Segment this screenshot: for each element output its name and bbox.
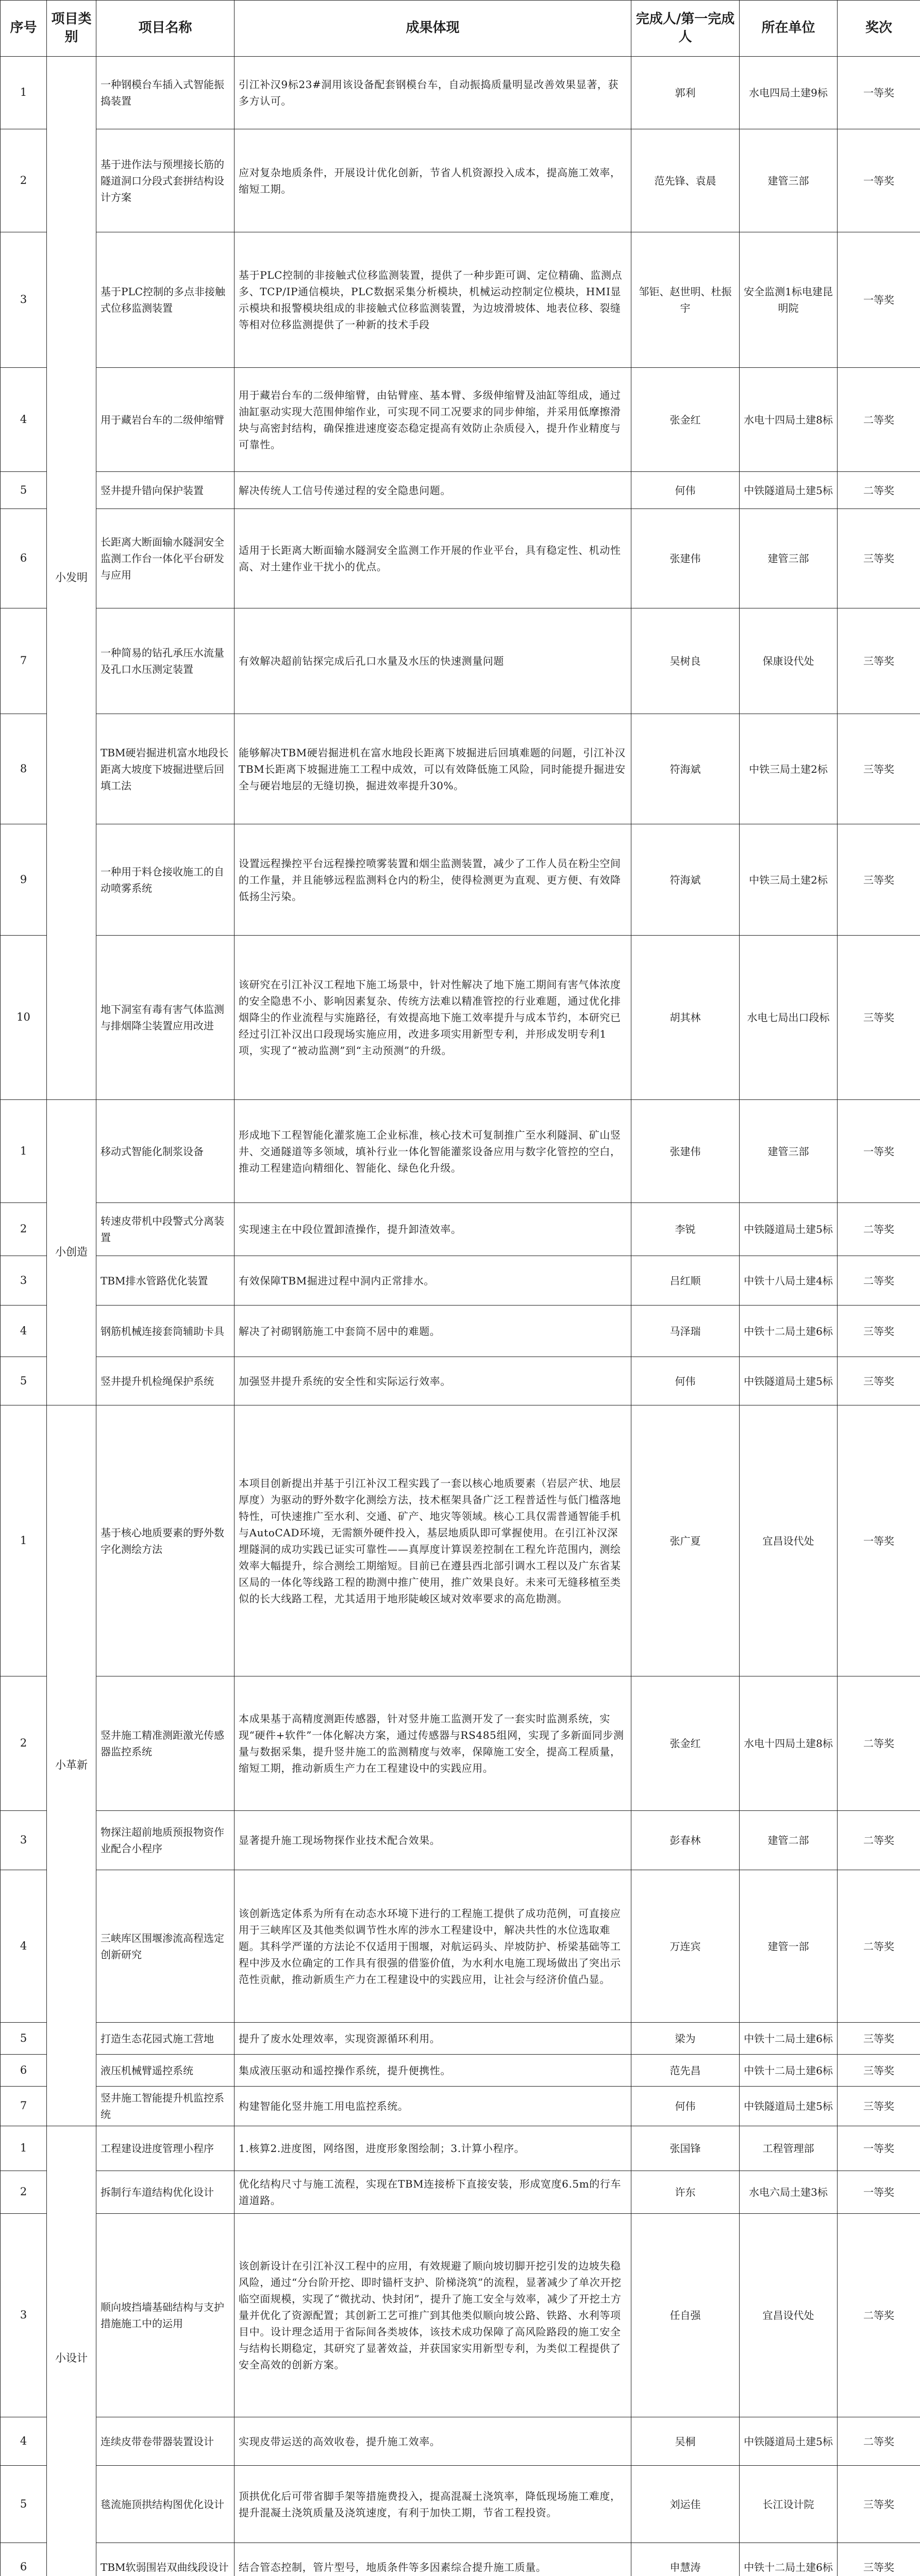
project-name: 竖井提升机检绳保护系统	[96, 1357, 235, 1405]
table-row	[1, 2023, 920, 2055]
header-category: 项目类别	[47, 1, 96, 57]
header-person: 完成人/第一完成人	[631, 1, 740, 57]
unit: 中铁十二局土建6标	[740, 2055, 838, 2087]
award-level: 一等奖	[838, 2126, 920, 2171]
completer: 张建伟	[631, 1100, 740, 1203]
completer: 吴树良	[631, 608, 740, 714]
header-award: 奖次	[838, 1, 920, 57]
completer: 吕红顺	[631, 1256, 740, 1306]
row-seq: 6	[1, 2543, 47, 2576]
unit: 中铁隧道局土建5标	[740, 2417, 838, 2466]
row-seq: 9	[1, 824, 47, 936]
project-name: 长距离大断面输水隧洞安全监测工作台一体化平台研发与应用	[96, 509, 235, 608]
project-name: 基于进作法与预埋接长筋的隧道洞口分段式套拼结构设计方案	[96, 129, 235, 232]
project-name: 工程建设进度管理小程序	[96, 2126, 235, 2171]
table-row	[1, 1811, 920, 1870]
completer: 张金红	[631, 1676, 740, 1811]
table-row	[1, 1405, 920, 1676]
award-level: 三等奖	[838, 1306, 920, 1357]
completer: 吴桐	[631, 2417, 740, 2466]
project-name: 地下洞室有毒有害气体监测与排烟降尘装置应用改进	[96, 936, 235, 1100]
row-seq: 4	[1, 1870, 47, 2023]
award-level: 二等奖	[838, 1256, 920, 1306]
row-seq: 6	[1, 2055, 47, 2087]
unit: 宜昌设代处	[740, 1405, 838, 1676]
row-seq: 8	[1, 714, 47, 824]
project-name: 拆制行车道结构优化设计	[96, 2171, 235, 2214]
award-level: 三等奖	[838, 2055, 920, 2087]
row-seq: 5	[1, 472, 47, 509]
unit: 水电十四局土建8标	[740, 368, 838, 472]
row-seq: 2	[1, 129, 47, 232]
project-name: 竖井施工智能提升机监控系统	[96, 2087, 235, 2126]
award-level: 二等奖	[838, 472, 920, 509]
table-row	[1, 2417, 920, 2466]
row-seq: 4	[1, 368, 47, 472]
result-description: 集成液压驱动和遥控操作系统，提升便携性。	[235, 2055, 631, 2087]
result-description: 用于藏岩台车的二级伸缩臂，由钻臂座、基本臂、多级伸缩臂及油缸等组成，通过油缸驱动实现大范围伸缩作业，可实现不同工况要求的同步伸缩，并采用低摩擦滑块与高密封结构，确保推进速度姿态稳定提高有效防止杂质侵入，提升作业精度与可靠性。	[235, 368, 631, 472]
row-seq: 5	[1, 1357, 47, 1405]
project-name: 基于PLC控制的多点非接触式位移监测装置	[96, 232, 235, 368]
unit: 保康设代处	[740, 608, 838, 714]
project-name: 转速皮带机中段警式分离装置	[96, 1203, 235, 1256]
table-row	[1, 1306, 920, 1357]
project-name: 物探注超前地质预报物资作业配合小程序	[96, 1811, 235, 1870]
award-level: 二等奖	[838, 368, 920, 472]
table-body	[1, 57, 920, 2576]
project-name: 一种钢模台车插入式智能振捣装置	[96, 57, 235, 129]
result-description: 有效解决超前钻探完成后孔口水量及水压的快速测量问题	[235, 608, 631, 714]
table-row	[1, 936, 920, 1100]
row-seq: 7	[1, 608, 47, 714]
table-row	[1, 2055, 920, 2087]
result-description: 构建智能化竖井施工用电监控系统。	[235, 2087, 631, 2126]
project-name: 一种用于料仓接收施工的自动喷雾系统	[96, 824, 235, 936]
award-level: 三等奖	[838, 936, 920, 1100]
unit: 建管二部	[740, 1811, 838, 1870]
completer: 张广夏	[631, 1405, 740, 1676]
unit: 水电十四局土建8标	[740, 1676, 838, 1811]
award-level: 三等奖	[838, 824, 920, 936]
completer: 范先昌	[631, 2055, 740, 2087]
unit: 中铁十八局土建4标	[740, 1256, 838, 1306]
row-seq: 1	[1, 57, 47, 129]
header-unit: 所在单位	[740, 1, 838, 57]
unit: 宜昌设代处	[740, 2214, 838, 2417]
table-row	[1, 57, 920, 129]
project-name: 毯流施顶拱结构图优化设计	[96, 2466, 235, 2543]
completer: 申慧涛	[631, 2543, 740, 2576]
result-description: 本成果基于高精度测距传感器，针对竖井施工监测开发了一套实时监测系统，实现“硬件+软件”一体化解决方案，通过传感器与RS485组网，实现了多新面同步测量与数据采集，提升竖井施工的监测精度与效率，保障施工安全，提高工程质量，缩短工期，推动新质生产力在工程建设中的实践应用。	[235, 1676, 631, 1811]
unit: 中铁十二局土建6标	[740, 2543, 838, 2576]
project-name: TBM软弱围岩双曲线段设计	[96, 2543, 235, 2576]
table-row	[1, 1203, 920, 1256]
unit: 中铁隧道局土建5标	[740, 1203, 838, 1256]
row-seq: 1	[1, 1100, 47, 1203]
completer: 许东	[631, 2171, 740, 2214]
row-seq: 4	[1, 1306, 47, 1357]
award-level: 二等奖	[838, 1203, 920, 1256]
unit: 中铁隧道局土建5标	[740, 2087, 838, 2126]
table-row	[1, 714, 920, 824]
row-seq: 10	[1, 936, 47, 1100]
completer: 任自强	[631, 2214, 740, 2417]
row-seq: 3	[1, 232, 47, 368]
completer: 刘运佳	[631, 2466, 740, 2543]
result-description: 能够解决TBM硬岩掘进机在富水地段长距离下坡掘进后回填难题的问题，引江补汉TBM长距离下坡掘进施工工程中成效，可以有效降低施工风险，同时能提升掘进安全与硬岩地层的无缝切换，掘进效率提升30%。	[235, 714, 631, 824]
table-row	[1, 2087, 920, 2126]
project-name: 钢筋机械连接套筒辅助卡具	[96, 1306, 235, 1357]
award-level: 一等奖	[838, 1405, 920, 1676]
award-level: 二等奖	[838, 1870, 920, 2023]
result-description: 解决了衬砌钢筋施工中套筒不居中的难题。	[235, 1306, 631, 1357]
project-name: 竖井施工精准测距激光传感器监控系统	[96, 1676, 235, 1811]
row-seq: 1	[1, 2126, 47, 2171]
result-description: 设置远程操控平台远程操控喷雾装置和烟尘监测装置，减少了工作人员在粉尘空间的工作量，并且能够远程监测料仓内的粉尘，使得检测更为直观、更方便、有效降低扬尘污染。	[235, 824, 631, 936]
result-description: 引江补汉9标23#洞用该设备配套钢模台车，自动振捣质量明显改善效果显著，获多方认可。	[235, 57, 631, 129]
unit: 长江设计院	[740, 2466, 838, 2543]
row-seq: 7	[1, 2087, 47, 2126]
award-level: 二等奖	[838, 2417, 920, 2466]
category-cell: 小发明	[47, 57, 96, 1100]
result-description: 顶拱优化后可带省脚手架等措施费投入，提高混凝土浇筑率，降低现场施工难度，提升混凝土浇筑质量及浇筑速度，有利于加快工期，节省工程投资。	[235, 2466, 631, 2543]
result-description: 该研究在引江补汉工程地下施工场景中，针对性解决了地下施工期间有害气体浓度的安全隐患不小、影响因素复杂、传统方法难以精准管控的行业难题，通过优化排烟降尘的作业流程与实施路径，有效提高地下施工效率提升与成本节约，本研究已经过引江补汉出口段现场实施应用，改进多项实用新型专利，并形成发明专利1项，实现了“被动监测”到“主动预测”的升级。	[235, 936, 631, 1100]
project-name: 液压机械臂遥控系统	[96, 2055, 235, 2087]
row-seq: 2	[1, 1203, 47, 1256]
unit: 建管三部	[740, 1100, 838, 1203]
unit: 安全监测1标电建昆明院	[740, 232, 838, 368]
result-description: 提升了废水处理效率，实现资源循环利用。	[235, 2023, 631, 2055]
table-row	[1, 2126, 920, 2171]
result-description: 结合管态控制，管片型号，地质条件等多因素综合提升施工质量。	[235, 2543, 631, 2576]
table-row	[1, 1357, 920, 1405]
category-cell: 小设计	[47, 2126, 96, 2576]
unit: 中铁十二局土建6标	[740, 1306, 838, 1357]
row-seq: 3	[1, 1811, 47, 1870]
unit: 建管三部	[740, 129, 838, 232]
table-row	[1, 1870, 920, 2023]
project-name: 一种简易的钻孔承压水流量及孔口水压测定装置	[96, 608, 235, 714]
award-level: 一等奖	[838, 2171, 920, 2214]
award-level: 三等奖	[838, 2543, 920, 2576]
award-level: 二等奖	[838, 2214, 920, 2417]
completer: 邹钜、赵世明、杜振宇	[631, 232, 740, 368]
header-project-name: 项目名称	[96, 1, 235, 57]
completer: 马泽瑞	[631, 1306, 740, 1357]
award-level: 三等奖	[838, 2087, 920, 2126]
row-seq: 5	[1, 2023, 47, 2055]
project-name: 竖井提升错向保护装置	[96, 472, 235, 509]
completer: 符海斌	[631, 714, 740, 824]
header-row	[1, 1, 920, 57]
row-seq: 1	[1, 1405, 47, 1676]
row-seq: 3	[1, 1256, 47, 1306]
result-description: 适用于长距离大断面输水隧洞安全监测工作开展的作业平台，具有稳定性、机动性高、对土建作业干扰小的优点。	[235, 509, 631, 608]
completer: 梁为	[631, 2023, 740, 2055]
result-description: 实现皮带运送的高效收卷，提升施工效率。	[235, 2417, 631, 2466]
unit: 中铁隧道局土建5标	[740, 472, 838, 509]
completer: 李锐	[631, 1203, 740, 1256]
table-row	[1, 824, 920, 936]
unit: 中铁三局土建2标	[740, 714, 838, 824]
result-description: 1.核算2.进度图，网络图，进度形象图绘制；3.计算小程序。	[235, 2126, 631, 2171]
completer: 范先锋、袁晨	[631, 129, 740, 232]
result-description: 显著提升施工现场物探作业技术配合效果。	[235, 1811, 631, 1870]
result-description: 实现速主在中段位置卸渣操作，提升卸渣效率。	[235, 1203, 631, 1256]
result-description: 本项目创新提出并基于引江补汉工程实践了一套以核心地质要素（岩层产状、地层厚度）为驱动的野外数字化测绘方法，技术框架具备广泛工程普适性与低门槛落地特性，可快速推广至水利、交通、矿产、地灾等领域。核心工具仅需普通智能手机与AutoCAD环境，无需额外硬件投入，基层地质队即可掌握使用。在引江补汉深埋隧洞的成功实践已证实可靠性——真厚度计算误差控制在工程允许范围内，测绘效率大幅提升，综合测绘工期缩短。目前已在遵县西北部引调水工程以及广东省某区局的一体化等线路工程的勘测中推广使用，推广效果良好。未来可无缝移植至类似的长大线路工程，尤其适用于地形陡峻区域对效率要求的高危勘测。	[235, 1405, 631, 1676]
row-seq: 5	[1, 2466, 47, 2543]
unit: 建管一部	[740, 1870, 838, 2023]
table-row	[1, 1676, 920, 1811]
result-description: 该创新选定体系为所有在动态水环境下进行的工程施工提供了成功范例，可直接应用于三峡库区及其他类似调节性水库的涉水工程建设中，解决共性的水位选取难题。其科学严谨的方法论不仅适用于围堰，对航运码头、岸坡防护、桥梁基础等工程中涉及水位确定的工作具有很强的借鉴价值，为水利水电施工现场做出了突出示范性贡献，推动新质生产力在工程建设中的实践应用，让社会与经济价值凸显。	[235, 1870, 631, 2023]
result-description: 该创新设计在引江补汉工程中的应用，有效规避了顺向坡切脚开挖引发的边坡失稳风险，通过“分台阶开挖、即时锚杆支护、阶梯浇筑”的流程，显著减少了单次开挖临空面规模，实现了“微扰动、快封闭”，提升了施工安全与效率，减少了开挖土方量并优化了资源配置；其创新工艺可推广到其他类似顺向坡公路、铁路、水利等项目中。设计理念适用于省际间各类坡体，该技术成功保障了高风险路段的施工安全与结构长期稳定，其研究了显著效益，并获国家实用新型专利，为类似工程提供了安全高效的创新方案。	[235, 2214, 631, 2417]
header-seq: 序号	[1, 1, 47, 57]
project-name: TBM硬岩掘进机富水地段长距离大坡度下坡掘进壁后回填工法	[96, 714, 235, 824]
completer: 何伟	[631, 2087, 740, 2126]
award-level: 三等奖	[838, 1357, 920, 1405]
award-level: 一等奖	[838, 129, 920, 232]
result-description: 优化结构尺寸与施工流程，实现在TBM连接桥下直接安装，形成宽度6.5m的行车道道路。	[235, 2171, 631, 2214]
result-description: 应对复杂地质条件，开展设计优化创新，节省人机资源投入成本，提高施工效率，缩短工期。	[235, 129, 631, 232]
unit: 中铁隧道局土建5标	[740, 1357, 838, 1405]
table-row	[1, 2171, 920, 2214]
row-seq: 3	[1, 2214, 47, 2417]
unit: 工程管理部	[740, 2126, 838, 2171]
table-row	[1, 1256, 920, 1306]
completer: 何伟	[631, 1357, 740, 1405]
award-level: 三等奖	[838, 2466, 920, 2543]
award-level: 一等奖	[838, 1100, 920, 1203]
table-row	[1, 2543, 920, 2576]
result-description: 有效保障TBM掘进过程中洞内正常排水。	[235, 1256, 631, 1306]
result-description: 基于PLC控制的非接触式位移监测装置，提供了一种步距可调、定位精确、监测点多、TCP/IP通信模块，PLC数据采集分析模块，机械运动控制定位模块，HMI显示模块和报警模块组成的非接触式位移监测装置，为边坡滑坡体、地表位移、裂缝等相对位移监测提供了一种新的技术手段	[235, 232, 631, 368]
completer: 彭春林	[631, 1811, 740, 1870]
project-name: 三峡库区围堰渗流高程选定创新研究	[96, 1870, 235, 2023]
table-row	[1, 509, 920, 608]
completer: 何伟	[631, 472, 740, 509]
completer: 胡其林	[631, 936, 740, 1100]
unit: 中铁三局土建2标	[740, 824, 838, 936]
award-level: 二等奖	[838, 1811, 920, 1870]
project-name: 打造生态花园式施工营地	[96, 2023, 235, 2055]
table-row	[1, 2214, 920, 2417]
award-level: 一等奖	[838, 232, 920, 368]
award-level: 一等奖	[838, 57, 920, 129]
project-name: 顺向坡挡墙基础结构与支护措施施工中的运用	[96, 2214, 235, 2417]
table-row	[1, 472, 920, 509]
completer: 张建伟	[631, 509, 740, 608]
unit: 水电七局出口段标	[740, 936, 838, 1100]
table-row	[1, 368, 920, 472]
result-description: 解决传统人工信号传递过程的安全隐患问题。	[235, 472, 631, 509]
unit: 建管三部	[740, 509, 838, 608]
result-description: 形成地下工程智能化灌浆施工企业标准，核心技术可复制推广至水利隧洞、矿山竖井、交通隧道等多领域，填补行业一体化智能灌浆设备应用与数字化管控的空白，推动工程建造向精细化、智能化、绿色化升级。	[235, 1100, 631, 1203]
completer: 郭利	[631, 57, 740, 129]
award-level: 二等奖	[838, 1676, 920, 1811]
project-name: 连续皮带卷带器装置设计	[96, 2417, 235, 2466]
completer: 万连宾	[631, 1870, 740, 2023]
award-level: 三等奖	[838, 509, 920, 608]
completer: 张国锋	[631, 2126, 740, 2171]
project-name: 用于藏岩台车的二级伸缩臂	[96, 368, 235, 472]
table-row	[1, 1100, 920, 1203]
award-level: 三等奖	[838, 714, 920, 824]
row-seq: 6	[1, 509, 47, 608]
unit: 水电六局土建3标	[740, 2171, 838, 2214]
table-row	[1, 2466, 920, 2543]
award-level: 三等奖	[838, 2023, 920, 2055]
category-cell: 小革新	[47, 1405, 96, 2126]
completer: 张金红	[631, 368, 740, 472]
header-result: 成果体现	[235, 1, 631, 57]
project-name: TBM排水管路优化装置	[96, 1256, 235, 1306]
project-name: 基于核心地质要素的野外数字化测绘方法	[96, 1405, 235, 1676]
category-cell: 小创造	[47, 1100, 96, 1405]
table-row	[1, 232, 920, 368]
table-row	[1, 608, 920, 714]
completer: 符海斌	[631, 824, 740, 936]
project-name: 移动式智能化制浆设备	[96, 1100, 235, 1203]
unit: 水电四局土建9标	[740, 57, 838, 129]
table-row	[1, 129, 920, 232]
unit: 中铁十二局土建6标	[740, 2023, 838, 2055]
row-seq: 4	[1, 2417, 47, 2466]
result-description: 加强竖井提升系统的安全性和实际运行效率。	[235, 1357, 631, 1405]
row-seq: 2	[1, 2171, 47, 2214]
award-level: 三等奖	[838, 608, 920, 714]
row-seq: 2	[1, 1676, 47, 1811]
